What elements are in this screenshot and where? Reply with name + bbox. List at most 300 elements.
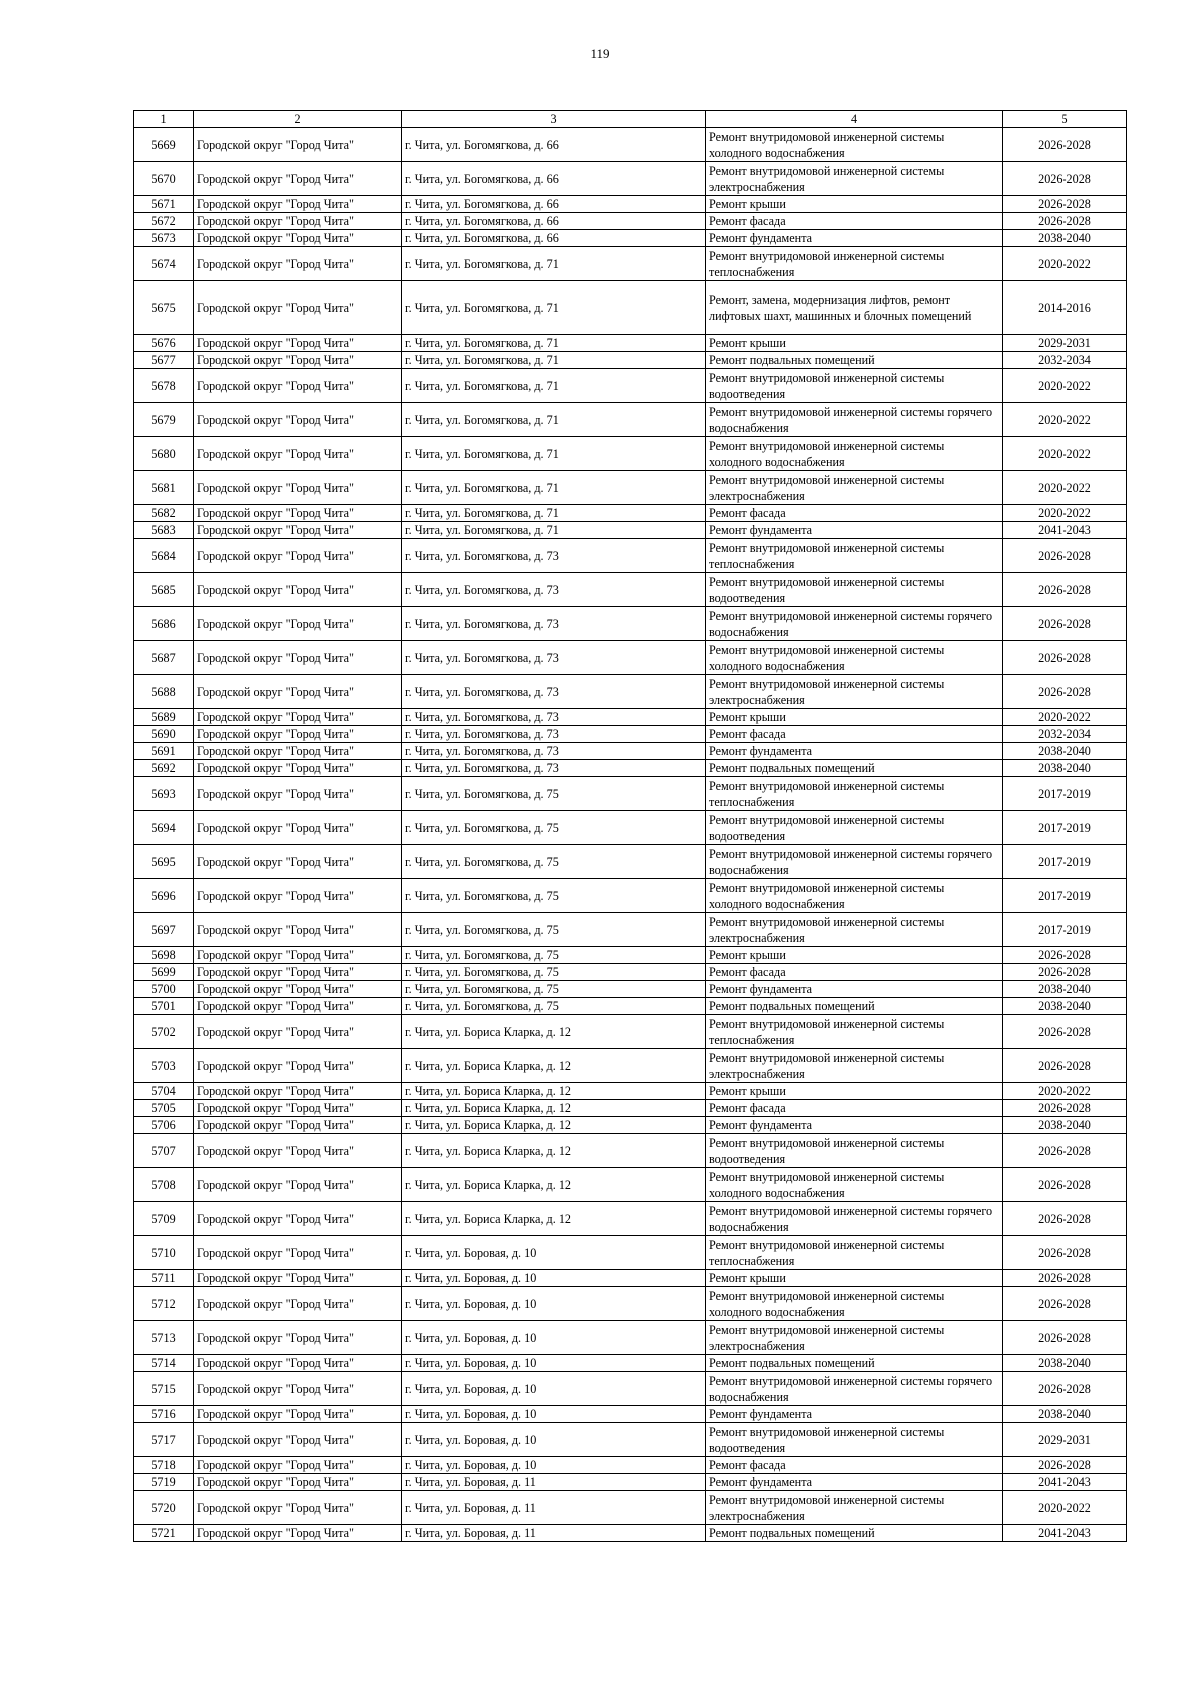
repair-period: 2041-2043 <box>1003 1525 1127 1542</box>
row-number: 5720 <box>134 1491 194 1525</box>
work-type: Ремонт внутридомовой инженерной системы электроснабжения <box>706 162 1003 196</box>
municipality: Городской округ "Город Чита" <box>194 230 402 247</box>
repair-period: 2020-2022 <box>1003 505 1127 522</box>
work-type: Ремонт внутридомовой инженерной системы водоотведения <box>706 573 1003 607</box>
work-type: Ремонт внутридомовой инженерной системы водоотведения <box>706 1134 1003 1168</box>
table-row <box>134 964 1127 981</box>
table-row <box>134 777 1127 811</box>
work-type: Ремонт внутридомовой инженерной системы теплоснабжения <box>706 777 1003 811</box>
work-type: Ремонт внутридомовой инженерной системы водоотведения <box>706 1423 1003 1457</box>
row-number: 5696 <box>134 879 194 913</box>
repair-period: 2026-2028 <box>1003 964 1127 981</box>
row-number: 5675 <box>134 281 194 335</box>
address: г. Чита, ул. Бориса Кларка, д. 12 <box>402 1202 706 1236</box>
row-number: 5690 <box>134 726 194 743</box>
row-number: 5719 <box>134 1474 194 1491</box>
address: г. Чита, ул. Боровая, д. 11 <box>402 1474 706 1491</box>
work-type: Ремонт фундамента <box>706 1406 1003 1423</box>
work-type: Ремонт фасада <box>706 213 1003 230</box>
table-row <box>134 1355 1127 1372</box>
repair-period: 2026-2028 <box>1003 1287 1127 1321</box>
row-number: 5710 <box>134 1236 194 1270</box>
table-row <box>134 743 1127 760</box>
municipality: Городской округ "Город Чита" <box>194 505 402 522</box>
row-number: 5708 <box>134 1168 194 1202</box>
row-number: 5695 <box>134 845 194 879</box>
table-row <box>134 335 1127 352</box>
work-type: Ремонт подвальных помещений <box>706 760 1003 777</box>
row-number: 5688 <box>134 675 194 709</box>
municipality: Городской округ "Город Чита" <box>194 1100 402 1117</box>
row-number: 5674 <box>134 247 194 281</box>
work-type: Ремонт внутридомовой инженерной системы теплоснабжения <box>706 1015 1003 1049</box>
municipality: Городской округ "Город Чита" <box>194 1083 402 1100</box>
municipality: Городской округ "Город Чита" <box>194 1406 402 1423</box>
repair-period: 2038-2040 <box>1003 981 1127 998</box>
work-type: Ремонт, замена, модернизация лифтов, ремонт лифтовых шахт, машинных и блочных помещений <box>706 281 1003 335</box>
column-header-1: 1 <box>134 111 194 128</box>
address: г. Чита, ул. Богомягкова, д. 75 <box>402 811 706 845</box>
municipality: Городской округ "Город Чита" <box>194 281 402 335</box>
table-row <box>134 1015 1127 1049</box>
address: г. Чита, ул. Бориса Кларка, д. 12 <box>402 1015 706 1049</box>
work-type: Ремонт фасада <box>706 1457 1003 1474</box>
address: г. Чита, ул. Бориса Кларка, д. 12 <box>402 1083 706 1100</box>
work-type: Ремонт фундамента <box>706 230 1003 247</box>
table-row <box>134 403 1127 437</box>
row-number: 5677 <box>134 352 194 369</box>
address: г. Чита, ул. Боровая, д. 10 <box>402 1270 706 1287</box>
row-number: 5692 <box>134 760 194 777</box>
municipality: Городской округ "Город Чита" <box>194 335 402 352</box>
address: г. Чита, ул. Богомягкова, д. 73 <box>402 760 706 777</box>
row-number: 5715 <box>134 1372 194 1406</box>
work-type: Ремонт внутридомовой инженерной системы горячего водоснабжения <box>706 1372 1003 1406</box>
address: г. Чита, ул. Богомягкова, д. 73 <box>402 709 706 726</box>
work-type: Ремонт внутридомовой инженерной системы теплоснабжения <box>706 539 1003 573</box>
repair-period: 2038-2040 <box>1003 1406 1127 1423</box>
row-number: 5721 <box>134 1525 194 1542</box>
table-row <box>134 437 1127 471</box>
address: г. Чита, ул. Богомягкова, д. 73 <box>402 743 706 760</box>
repair-period: 2038-2040 <box>1003 998 1127 1015</box>
repair-period: 2026-2028 <box>1003 1168 1127 1202</box>
row-number: 5669 <box>134 128 194 162</box>
table-row <box>134 128 1127 162</box>
repair-period: 2026-2028 <box>1003 607 1127 641</box>
municipality: Городской округ "Город Чита" <box>194 675 402 709</box>
row-number: 5709 <box>134 1202 194 1236</box>
table-row <box>134 369 1127 403</box>
address: г. Чита, ул. Бориса Кларка, д. 12 <box>402 1117 706 1134</box>
row-number: 5697 <box>134 913 194 947</box>
table-body <box>134 128 1127 1542</box>
row-number: 5679 <box>134 403 194 437</box>
municipality: Городской округ "Город Чита" <box>194 1270 402 1287</box>
municipality: Городской округ "Город Чита" <box>194 539 402 573</box>
repair-period: 2020-2022 <box>1003 1491 1127 1525</box>
address: г. Чита, ул. Богомягкова, д. 71 <box>402 281 706 335</box>
municipality: Городской округ "Город Чита" <box>194 845 402 879</box>
work-type: Ремонт внутридомовой инженерной системы электроснабжения <box>706 675 1003 709</box>
table-row <box>134 230 1127 247</box>
table-row <box>134 709 1127 726</box>
row-number: 5689 <box>134 709 194 726</box>
row-number: 5700 <box>134 981 194 998</box>
address: г. Чита, ул. Богомягкова, д. 71 <box>402 335 706 352</box>
table-row <box>134 162 1127 196</box>
address: г. Чита, ул. Богомягкова, д. 66 <box>402 213 706 230</box>
work-type: Ремонт фасада <box>706 726 1003 743</box>
row-number: 5691 <box>134 743 194 760</box>
row-number: 5711 <box>134 1270 194 1287</box>
address: г. Чита, ул. Богомягкова, д. 71 <box>402 505 706 522</box>
table-row <box>134 196 1127 213</box>
row-number: 5684 <box>134 539 194 573</box>
work-type: Ремонт фасада <box>706 505 1003 522</box>
table-row <box>134 1100 1127 1117</box>
address: г. Чита, ул. Боровая, д. 11 <box>402 1491 706 1525</box>
repair-period: 2026-2028 <box>1003 1236 1127 1270</box>
municipality: Городской округ "Город Чита" <box>194 1236 402 1270</box>
municipality: Городской округ "Город Чита" <box>194 913 402 947</box>
column-header-5: 5 <box>1003 111 1127 128</box>
municipality: Городской округ "Город Чита" <box>194 1168 402 1202</box>
table-row <box>134 1134 1127 1168</box>
table-row <box>134 845 1127 879</box>
address: г. Чита, ул. Боровая, д. 10 <box>402 1236 706 1270</box>
work-type: Ремонт крыши <box>706 709 1003 726</box>
address: г. Чита, ул. Богомягкова, д. 75 <box>402 845 706 879</box>
row-number: 5703 <box>134 1049 194 1083</box>
municipality: Городской округ "Город Чита" <box>194 1202 402 1236</box>
repair-period: 2014-2016 <box>1003 281 1127 335</box>
municipality: Городской округ "Город Чита" <box>194 1049 402 1083</box>
work-type: Ремонт подвальных помещений <box>706 1355 1003 1372</box>
municipality: Городской округ "Город Чита" <box>194 573 402 607</box>
address: г. Чита, ул. Боровая, д. 10 <box>402 1457 706 1474</box>
address: г. Чита, ул. Боровая, д. 10 <box>402 1355 706 1372</box>
address: г. Чита, ул. Богомягкова, д. 71 <box>402 369 706 403</box>
work-type: Ремонт внутридомовой инженерной системы холодного водоснабжения <box>706 128 1003 162</box>
work-type: Ремонт подвальных помещений <box>706 352 1003 369</box>
table-row <box>134 539 1127 573</box>
municipality: Городской округ "Город Чита" <box>194 1287 402 1321</box>
address: г. Чита, ул. Богомягкова, д. 75 <box>402 913 706 947</box>
municipality: Городской округ "Город Чита" <box>194 128 402 162</box>
table-row <box>134 505 1127 522</box>
table-row <box>134 981 1127 998</box>
municipality: Городской округ "Город Чита" <box>194 1355 402 1372</box>
municipality: Городской округ "Город Чита" <box>194 947 402 964</box>
repair-period: 2020-2022 <box>1003 437 1127 471</box>
work-type: Ремонт внутридомовой инженерной системы горячего водоснабжения <box>706 403 1003 437</box>
row-number: 5686 <box>134 607 194 641</box>
column-header-4: 4 <box>706 111 1003 128</box>
table-row <box>134 1457 1127 1474</box>
repair-period: 2038-2040 <box>1003 760 1127 777</box>
repair-period: 2026-2028 <box>1003 213 1127 230</box>
row-number: 5693 <box>134 777 194 811</box>
work-type: Ремонт фасада <box>706 1100 1003 1117</box>
row-number: 5716 <box>134 1406 194 1423</box>
address: г. Чита, ул. Богомягкова, д. 75 <box>402 777 706 811</box>
work-type: Ремонт внутридомовой инженерной системы холодного водоснабжения <box>706 437 1003 471</box>
municipality: Городской округ "Город Чита" <box>194 811 402 845</box>
repair-period: 2026-2028 <box>1003 1049 1127 1083</box>
table-row <box>134 522 1127 539</box>
table-row <box>134 1270 1127 1287</box>
address: г. Чита, ул. Богомягкова, д. 73 <box>402 641 706 675</box>
municipality: Городской округ "Город Чита" <box>194 247 402 281</box>
municipality: Городской округ "Город Чита" <box>194 1117 402 1134</box>
row-number: 5694 <box>134 811 194 845</box>
address: г. Чита, ул. Богомягкова, д. 73 <box>402 607 706 641</box>
table-row <box>134 1236 1127 1270</box>
row-number: 5680 <box>134 437 194 471</box>
repair-period: 2026-2028 <box>1003 1134 1127 1168</box>
work-type: Ремонт фундамента <box>706 981 1003 998</box>
repair-period: 2020-2022 <box>1003 1083 1127 1100</box>
work-type: Ремонт подвальных помещений <box>706 1525 1003 1542</box>
table-row <box>134 1049 1127 1083</box>
repair-period: 2026-2028 <box>1003 641 1127 675</box>
table-row <box>134 811 1127 845</box>
repair-period: 2026-2028 <box>1003 573 1127 607</box>
address: г. Чита, ул. Боровая, д. 10 <box>402 1406 706 1423</box>
work-type: Ремонт фундамента <box>706 743 1003 760</box>
table-row <box>134 573 1127 607</box>
column-header-2: 2 <box>194 111 402 128</box>
address: г. Чита, ул. Богомягкова, д. 75 <box>402 998 706 1015</box>
capital-repair-table <box>133 110 1127 1542</box>
repair-period: 2026-2028 <box>1003 1372 1127 1406</box>
work-type: Ремонт внутридомовой инженерной системы холодного водоснабжения <box>706 1168 1003 1202</box>
repair-period: 2026-2028 <box>1003 1202 1127 1236</box>
municipality: Городской округ "Город Чита" <box>194 1474 402 1491</box>
address: г. Чита, ул. Богомягкова, д. 66 <box>402 128 706 162</box>
municipality: Городской округ "Город Чита" <box>194 471 402 505</box>
row-number: 5707 <box>134 1134 194 1168</box>
repair-period: 2026-2028 <box>1003 196 1127 213</box>
table-row <box>134 213 1127 230</box>
work-type: Ремонт внутридомовой инженерной системы теплоснабжения <box>706 1236 1003 1270</box>
address: г. Чита, ул. Богомягкова, д. 71 <box>402 437 706 471</box>
municipality: Городской округ "Город Чита" <box>194 743 402 760</box>
repair-period: 2017-2019 <box>1003 879 1127 913</box>
page-number: 119 <box>590 46 610 61</box>
address: г. Чита, ул. Богомягкова, д. 66 <box>402 230 706 247</box>
row-number: 5673 <box>134 230 194 247</box>
work-type: Ремонт внутридомовой инженерной системы теплоснабжения <box>706 247 1003 281</box>
repair-period: 2026-2028 <box>1003 1321 1127 1355</box>
work-type: Ремонт фасада <box>706 964 1003 981</box>
table-row <box>134 1491 1127 1525</box>
table-row <box>134 607 1127 641</box>
address: г. Чита, ул. Боровая, д. 11 <box>402 1525 706 1542</box>
municipality: Городской округ "Город Чита" <box>194 964 402 981</box>
work-type: Ремонт внутридомовой инженерной системы холодного водоснабжения <box>706 641 1003 675</box>
work-type: Ремонт внутридомовой инженерной системы электроснабжения <box>706 1321 1003 1355</box>
table-row <box>134 913 1127 947</box>
work-type: Ремонт крыши <box>706 335 1003 352</box>
row-number: 5698 <box>134 947 194 964</box>
work-type: Ремонт внутридомовой инженерной системы электроснабжения <box>706 1049 1003 1083</box>
work-type: Ремонт фундамента <box>706 1117 1003 1134</box>
municipality: Городской округ "Город Чита" <box>194 726 402 743</box>
table-row <box>134 1168 1127 1202</box>
repair-period: 2032-2034 <box>1003 352 1127 369</box>
repair-period: 2017-2019 <box>1003 845 1127 879</box>
address: г. Чита, ул. Богомягкова, д. 71 <box>402 471 706 505</box>
address: г. Чита, ул. Богомягкова, д. 71 <box>402 403 706 437</box>
municipality: Городской округ "Город Чита" <box>194 981 402 998</box>
repair-period: 2017-2019 <box>1003 913 1127 947</box>
table-row <box>134 947 1127 964</box>
row-number: 5699 <box>134 964 194 981</box>
address: г. Чита, ул. Богомягкова, д. 75 <box>402 964 706 981</box>
repair-period: 2026-2028 <box>1003 1270 1127 1287</box>
address: г. Чита, ул. Богомягкова, д. 73 <box>402 726 706 743</box>
municipality: Городской округ "Город Чита" <box>194 1321 402 1355</box>
address: г. Чита, ул. Бориса Кларка, д. 12 <box>402 1100 706 1117</box>
table-row <box>134 1321 1127 1355</box>
row-number: 5676 <box>134 335 194 352</box>
municipality: Городской округ "Город Чита" <box>194 1134 402 1168</box>
repair-period: 2017-2019 <box>1003 811 1127 845</box>
municipality: Городской округ "Город Чита" <box>194 641 402 675</box>
work-type: Ремонт внутридомовой инженерной системы горячего водоснабжения <box>706 845 1003 879</box>
table-row <box>134 1117 1127 1134</box>
repair-period: 2026-2028 <box>1003 162 1127 196</box>
work-type: Ремонт крыши <box>706 1270 1003 1287</box>
municipality: Городской округ "Город Чита" <box>194 437 402 471</box>
row-number: 5714 <box>134 1355 194 1372</box>
table-row <box>134 1474 1127 1491</box>
address: г. Чита, ул. Богомягкова, д. 75 <box>402 947 706 964</box>
work-type: Ремонт крыши <box>706 196 1003 213</box>
repair-period: 2020-2022 <box>1003 709 1127 726</box>
municipality: Городской округ "Город Чита" <box>194 760 402 777</box>
table-row <box>134 1525 1127 1542</box>
table-row <box>134 760 1127 777</box>
table-row <box>134 998 1127 1015</box>
repair-period: 2026-2028 <box>1003 675 1127 709</box>
repair-period: 2020-2022 <box>1003 471 1127 505</box>
table-row <box>134 1423 1127 1457</box>
address: г. Чита, ул. Богомягкова, д. 73 <box>402 573 706 607</box>
municipality: Городской округ "Город Чита" <box>194 162 402 196</box>
municipality: Городской округ "Город Чита" <box>194 522 402 539</box>
table-row <box>134 675 1127 709</box>
table-row <box>134 1287 1127 1321</box>
row-number: 5678 <box>134 369 194 403</box>
table-row <box>134 641 1127 675</box>
repair-period: 2038-2040 <box>1003 743 1127 760</box>
work-type: Ремонт крыши <box>706 1083 1003 1100</box>
row-number: 5706 <box>134 1117 194 1134</box>
municipality: Городской округ "Город Чита" <box>194 1015 402 1049</box>
municipality: Городской округ "Город Чита" <box>194 1491 402 1525</box>
row-number: 5671 <box>134 196 194 213</box>
address: г. Чита, ул. Богомягкова, д. 71 <box>402 522 706 539</box>
table-row <box>134 247 1127 281</box>
work-type: Ремонт фундамента <box>706 522 1003 539</box>
repair-period: 2032-2034 <box>1003 726 1127 743</box>
address: г. Чита, ул. Богомягкова, д. 73 <box>402 539 706 573</box>
municipality: Городской округ "Город Чита" <box>194 709 402 726</box>
municipality: Городской округ "Город Чита" <box>194 213 402 230</box>
work-type: Ремонт крыши <box>706 947 1003 964</box>
repair-period: 2026-2028 <box>1003 539 1127 573</box>
column-header-3: 3 <box>402 111 706 128</box>
work-type: Ремонт внутридомовой инженерной системы горячего водоснабжения <box>706 607 1003 641</box>
work-type: Ремонт внутридомовой инженерной системы горячего водоснабжения <box>706 1202 1003 1236</box>
municipality: Городской округ "Город Чита" <box>194 607 402 641</box>
table-row <box>134 281 1127 335</box>
row-number: 5670 <box>134 162 194 196</box>
repair-period: 2041-2043 <box>1003 522 1127 539</box>
row-number: 5717 <box>134 1423 194 1457</box>
municipality: Городской округ "Город Чита" <box>194 369 402 403</box>
repair-period: 2038-2040 <box>1003 1355 1127 1372</box>
table-row <box>134 1202 1127 1236</box>
repair-period: 2026-2028 <box>1003 947 1127 964</box>
repair-period: 2026-2028 <box>1003 1457 1127 1474</box>
municipality: Городской округ "Город Чита" <box>194 1423 402 1457</box>
row-number: 5683 <box>134 522 194 539</box>
work-type: Ремонт внутридомовой инженерной системы водоотведения <box>706 811 1003 845</box>
work-type: Ремонт фундамента <box>706 1474 1003 1491</box>
municipality: Городской округ "Город Чита" <box>194 352 402 369</box>
municipality: Городской округ "Город Чита" <box>194 879 402 913</box>
work-type: Ремонт подвальных помещений <box>706 998 1003 1015</box>
municipality: Городской округ "Город Чита" <box>194 1525 402 1542</box>
table-row <box>134 471 1127 505</box>
repair-period: 2026-2028 <box>1003 128 1127 162</box>
repair-period: 2038-2040 <box>1003 230 1127 247</box>
repair-period: 2017-2019 <box>1003 777 1127 811</box>
address: г. Чита, ул. Богомягкова, д. 71 <box>402 247 706 281</box>
municipality: Городской округ "Город Чита" <box>194 403 402 437</box>
table-row <box>134 726 1127 743</box>
table-row <box>134 352 1127 369</box>
row-number: 5687 <box>134 641 194 675</box>
address: г. Чита, ул. Боровая, д. 10 <box>402 1287 706 1321</box>
table-row <box>134 1372 1127 1406</box>
table-row <box>134 1083 1127 1100</box>
header-row <box>134 111 1127 128</box>
row-number: 5702 <box>134 1015 194 1049</box>
repair-period: 2029-2031 <box>1003 1423 1127 1457</box>
address: г. Чита, ул. Бориса Кларка, д. 12 <box>402 1049 706 1083</box>
repair-period: 2041-2043 <box>1003 1474 1127 1491</box>
work-type: Ремонт внутридомовой инженерной системы электроснабжения <box>706 471 1003 505</box>
address: г. Чита, ул. Боровая, д. 10 <box>402 1321 706 1355</box>
row-number: 5681 <box>134 471 194 505</box>
municipality: Городской округ "Город Чита" <box>194 1457 402 1474</box>
repair-period: 2020-2022 <box>1003 247 1127 281</box>
row-number: 5701 <box>134 998 194 1015</box>
table-row <box>134 1406 1127 1423</box>
address: г. Чита, ул. Богомягкова, д. 66 <box>402 196 706 213</box>
table-row <box>134 879 1127 913</box>
row-number: 5682 <box>134 505 194 522</box>
repair-period: 2020-2022 <box>1003 369 1127 403</box>
row-number: 5672 <box>134 213 194 230</box>
row-number: 5705 <box>134 1100 194 1117</box>
work-type: Ремонт внутридомовой инженерной системы холодного водоснабжения <box>706 879 1003 913</box>
